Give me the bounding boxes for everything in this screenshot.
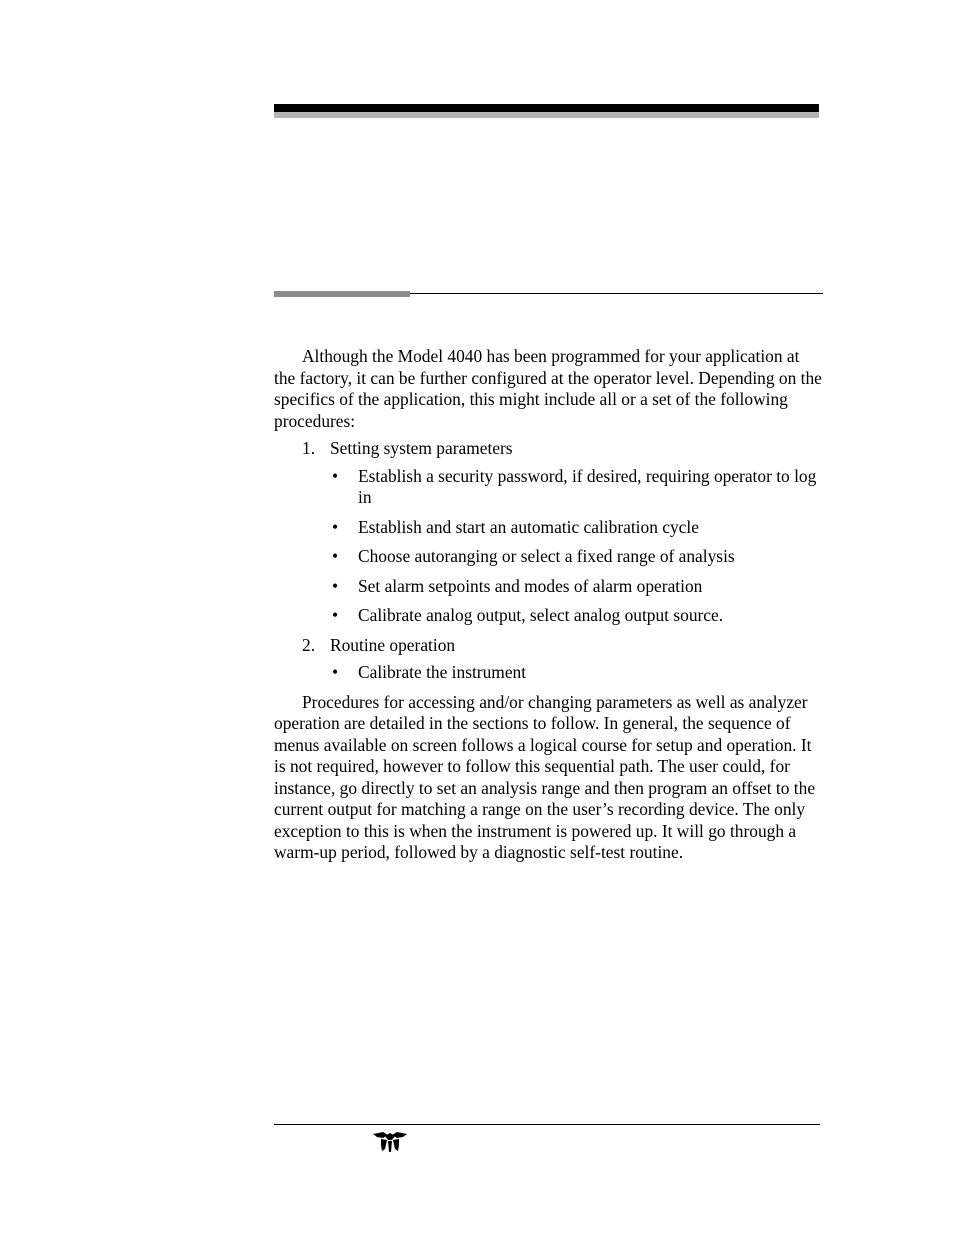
bullet-icon: • bbox=[332, 516, 339, 537]
header-rule-black bbox=[274, 104, 819, 112]
bullet-item bbox=[330, 466, 822, 509]
footer-rule bbox=[274, 1124, 820, 1125]
bullet-icon: • bbox=[332, 605, 339, 625]
bullet-item bbox=[330, 576, 822, 598]
bullet-icon: • bbox=[332, 575, 339, 596]
bullet-item bbox=[330, 517, 822, 539]
bullet-text: Calibrate analog output, select analog output source. bbox=[358, 605, 724, 625]
intro-paragraph: Although the Model 4040 has been programmed for your application at the factory, it can be further configured at the operator level. Depending on the specifics of the application, this might include all or a set of the following procedures: bbox=[274, 346, 822, 431]
bullet-text: Establish a security password, if desired, requiring operator to log in bbox=[358, 465, 817, 507]
procedure-step bbox=[274, 635, 822, 684]
procedure-list bbox=[274, 438, 822, 684]
bullet-text: Set alarm setpoints and modes of alarm operation bbox=[358, 575, 703, 596]
bullet-text: Establish and start an automatic calibration cycle bbox=[358, 516, 699, 537]
closing-paragraph: Procedures for accessing and/or changing parameters as well as analyzer operation are detailed in the sections to follow. In general, the sequence of menus available on screen follows a logical course for setup and operation. It is not required, however to follow this sequential path. The user could, for instance, go directly to set an analysis range and then program an offset to the current output for matching a range on the user’s recording device. The only exception to this is when the instrument is powered up. It will go through a warm-up period, followed by a diagnostic self-test routine. bbox=[274, 691, 816, 862]
bullet-text: Calibrate the instrument bbox=[358, 662, 527, 682]
step-label: Setting system parameters bbox=[330, 438, 513, 458]
page-content bbox=[274, 346, 822, 864]
header-rule-gray bbox=[274, 112, 819, 118]
bullet-item bbox=[330, 605, 822, 627]
teledyne-logo-icon bbox=[372, 1131, 408, 1153]
bullet-item bbox=[330, 546, 822, 568]
bullet-icon: • bbox=[332, 662, 339, 682]
step-number: 2. bbox=[302, 634, 316, 655]
bullet-icon: • bbox=[332, 546, 339, 566]
step-label: Routine operation bbox=[330, 634, 456, 655]
step-bullet-list bbox=[330, 466, 822, 627]
step-number: 1. bbox=[302, 438, 316, 458]
bullet-item bbox=[330, 662, 822, 684]
step-bullet-list bbox=[330, 662, 822, 684]
bullet-icon: • bbox=[332, 465, 339, 486]
procedure-step bbox=[274, 438, 822, 627]
section-divider-thick bbox=[274, 291, 410, 297]
bullet-text: Choose autoranging or select a fixed range of analysis bbox=[358, 546, 735, 566]
